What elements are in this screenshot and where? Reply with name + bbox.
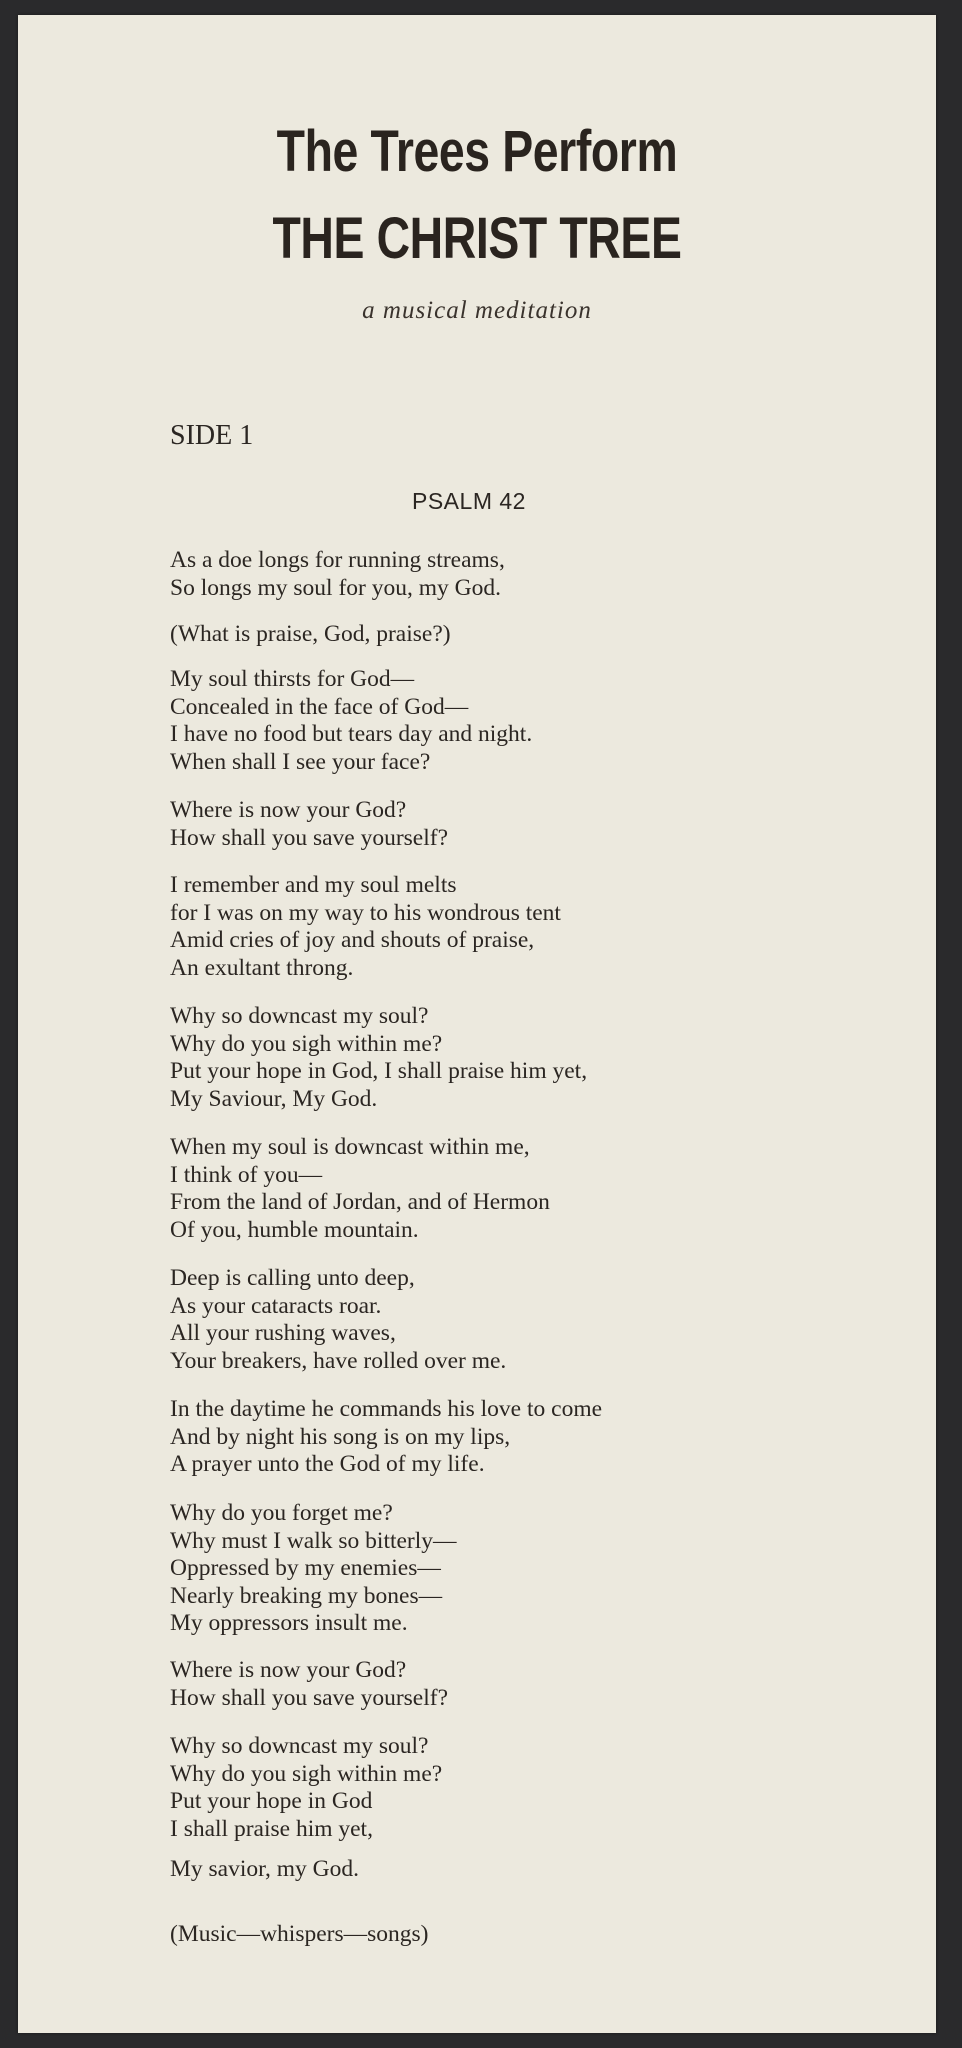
verse-line: In the daytime he commands his love to come [170, 1396, 603, 1422]
verse-line: My savior, my God. [170, 1856, 360, 1882]
stanza-14 [170, 1921, 429, 1949]
stanza-4 [170, 797, 448, 852]
verse-line: And by night his song is on my lips, [170, 1423, 511, 1450]
verse-line: I shall praise him yet, [170, 1815, 373, 1842]
verse-line: Where is now your God? [170, 797, 407, 823]
stanza-5 [170, 872, 561, 982]
verse-line: Why do you sigh within me? [170, 1030, 443, 1057]
verse-line: (Music—whispers—songs) [170, 1921, 429, 1947]
stanza-13 [170, 1856, 359, 1884]
album-title-line-1: The Trees Perform [276, 119, 678, 184]
album-subtitle: a musical meditation [362, 297, 592, 324]
stanza-8 [170, 1265, 506, 1375]
verse-line: for I was on my way to his wondrous tent [170, 899, 561, 926]
stanza-1 [170, 547, 505, 602]
verse-line: Nearly breaking my bones— [170, 1582, 443, 1609]
stanza-11 [170, 1657, 448, 1712]
verse-line: Why do you sigh within me? [170, 1760, 443, 1787]
verse-line: Why do you forget me? [170, 1500, 393, 1526]
verse-line: My oppressors insult me. [170, 1610, 408, 1636]
verse-line: Why so downcast my soul? [170, 1003, 429, 1029]
stanza-9 [170, 1396, 602, 1479]
verse-line: My Saviour, My God. [170, 1085, 378, 1112]
stanza-10 [170, 1500, 457, 1638]
stanza-2 [170, 621, 451, 649]
liner-card [18, 15, 936, 2033]
verse-line: Of you, humble mountain. [170, 1216, 419, 1243]
verse-line: When shall I see your face? [170, 748, 431, 775]
verse-line: Deep is calling unto deep, [170, 1265, 415, 1291]
verse-line: As a doe longs for running streams, [170, 547, 505, 573]
verse-line: From the land of Jordan, and of Hermon [170, 1189, 550, 1215]
psalm-title: PSALM 42 [412, 488, 526, 514]
verse-line: Where is now your God? [170, 1657, 407, 1683]
verse-line: Your breakers, have rolled over me. [170, 1347, 507, 1374]
verse-line: I have no food but tears day and night. [170, 721, 533, 747]
stanza-3 [170, 666, 532, 776]
stanza-12 [170, 1733, 442, 1843]
verse-line: As your cataracts roar. [170, 1292, 382, 1319]
verse-line: (What is praise, God, praise?) [170, 621, 451, 647]
verse-line: I think of you— [170, 1161, 323, 1188]
verse-line: How shall you save yourself? [170, 824, 449, 851]
stanza-7 [170, 1134, 550, 1244]
verse-line: An exultant throng. [170, 954, 354, 981]
side-label: SIDE 1 [170, 420, 254, 451]
verse-line: Why so downcast my soul? [170, 1733, 429, 1759]
album-title-line-2: THE CHRIST TREE [272, 206, 682, 271]
verse-line: Amid cries of joy and shouts of praise, [170, 927, 535, 953]
verse-line: All your rushing waves, [170, 1320, 396, 1346]
verse-line: Put your hope in God, I shall praise him yet, [170, 1058, 588, 1084]
verse-line: Put your hope in God [170, 1788, 373, 1814]
verse-line: Oppressed by my enemies— [170, 1555, 441, 1581]
verse-line: When my soul is downcast within me, [170, 1134, 530, 1160]
verse-line: So longs my soul for you, my God. [170, 574, 501, 601]
verse-line: A prayer unto the God of my life. [170, 1451, 485, 1477]
verse-line: My soul thirsts for God— [170, 666, 415, 692]
verse-line: I remember and my soul melts [170, 872, 457, 898]
verse-line: How shall you save yourself? [170, 1684, 449, 1711]
verse-line: Concealed in the face of God— [170, 693, 469, 720]
stanza-6 [170, 1003, 587, 1113]
verse-line: Why must I walk so bitterly— [170, 1527, 457, 1554]
